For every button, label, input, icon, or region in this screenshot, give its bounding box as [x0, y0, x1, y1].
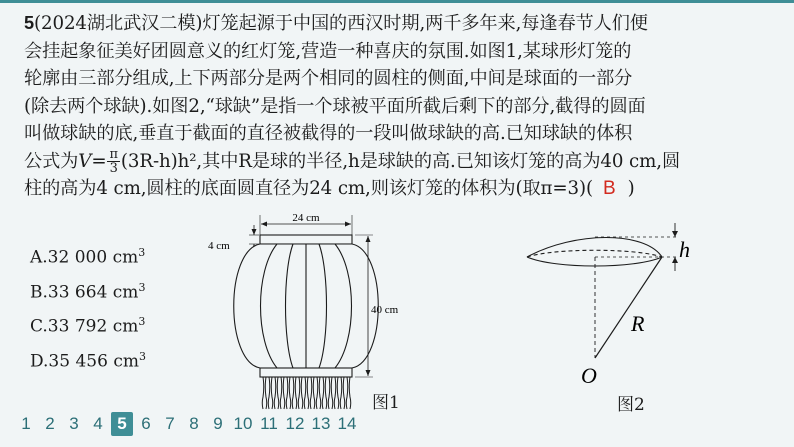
- option-d-text: D.35 456 cm: [30, 351, 139, 372]
- figure-1-caption: 图1: [372, 393, 400, 413]
- page-button-5[interactable]: 5: [111, 412, 133, 436]
- problem-line-6-formula: [24, 148, 776, 176]
- formula-equals: =: [91, 150, 107, 172]
- problem-statement: [24, 10, 776, 203]
- problem-text-line: 会挂起象征美好团圆意义的红灯笼,营造一种喜庆的氛围.如图1,某球形灯笼的: [24, 40, 632, 62]
- formula-body: (3R-h)h²,其中R是球的半径,h是球缺的高.已知该灯笼的高为40 cm,圆: [120, 150, 681, 172]
- page-button-11[interactable]: 11: [260, 414, 278, 433]
- problem-line-7: [24, 175, 776, 203]
- page-button-13[interactable]: 13: [311, 414, 331, 433]
- problem-text-line: (除去两个球缺).如图2,“球缺”是指一个球被平面所截后剩下的部分,截得的圆面: [24, 95, 646, 117]
- close-paren: ): [627, 178, 635, 199]
- option-b-text: B.33 664 cm: [30, 282, 139, 303]
- page-button-12[interactable]: 12: [285, 414, 305, 433]
- top-accent-bar: [0, 0, 794, 3]
- formula-fraction: [107, 148, 119, 175]
- option-c-unit-exponent: 3: [138, 315, 146, 329]
- problem-text-line: 轮廓由三部分组成,上下两部分是两个相同的圆柱的侧面,中间是球面的一部分: [24, 68, 633, 89]
- page-button-4[interactable]: 4: [93, 414, 103, 433]
- problem-text-line: (2024湖北武汉二模)灯笼起源于中国的西汉时期,两千多年来,每逢春节人们便: [34, 13, 648, 34]
- page-button-2[interactable]: 2: [45, 414, 55, 433]
- dimension-label-total-height: 40 cm: [371, 304, 399, 316]
- option-a-text: A.32 000 cm: [30, 247, 139, 268]
- problem-text-line: 叫做球缺的底,垂直于截面的直径被截得的一段叫做球缺的高.已知球缺的体积: [24, 123, 633, 144]
- label-O: O: [581, 363, 597, 388]
- label-R: R: [631, 311, 645, 336]
- page-button-3[interactable]: 3: [69, 414, 79, 433]
- problem-line-3: [24, 65, 776, 93]
- page-button-6[interactable]: 6: [141, 414, 151, 433]
- dimension-label-cylinder-height: 4 cm: [208, 240, 230, 252]
- option-d[interactable]: [30, 342, 146, 377]
- problem-line-2: [24, 38, 776, 66]
- page-button-14[interactable]: 14: [337, 414, 357, 433]
- question-pager: [14, 411, 360, 437]
- formula-variable: V: [78, 150, 92, 172]
- formula-prefix: 公式为: [24, 150, 79, 172]
- figure-2-caption: 图2: [617, 395, 645, 415]
- question-number: 5: [24, 13, 35, 33]
- page-button-1[interactable]: 1: [21, 414, 31, 433]
- option-a[interactable]: [30, 238, 146, 273]
- dimension-label-diameter: 24 cm: [292, 212, 320, 224]
- option-b[interactable]: [30, 273, 146, 308]
- fraction-denominator: 3: [109, 161, 118, 176]
- problem-text-line: 柱的高为4 cm,圆柱的底面圆直径为24 cm,则该灯笼的体积为(取π=3)(: [24, 178, 593, 199]
- page-button-10[interactable]: 10: [233, 414, 253, 433]
- option-a-unit-exponent: 3: [138, 246, 146, 259]
- fraction-numerator: π: [109, 147, 118, 162]
- page-button-7[interactable]: 7: [165, 414, 175, 433]
- page-button-9[interactable]: 9: [213, 414, 223, 433]
- answer-mark: B: [602, 178, 616, 199]
- problem-line-4: [24, 93, 776, 121]
- option-b-unit-exponent: 3: [138, 280, 146, 294]
- figure-2-spherical-cap-diagram: [515, 213, 725, 413]
- option-d-unit-exponent: 3: [138, 349, 146, 363]
- problem-line-5: [24, 120, 776, 148]
- answer-options: [30, 238, 146, 377]
- option-c-text: C.33 792 cm: [30, 316, 139, 337]
- problem-line-1: [24, 10, 776, 38]
- page-button-8[interactable]: 8: [189, 414, 199, 433]
- label-h: h: [679, 237, 690, 262]
- option-c[interactable]: [30, 307, 146, 342]
